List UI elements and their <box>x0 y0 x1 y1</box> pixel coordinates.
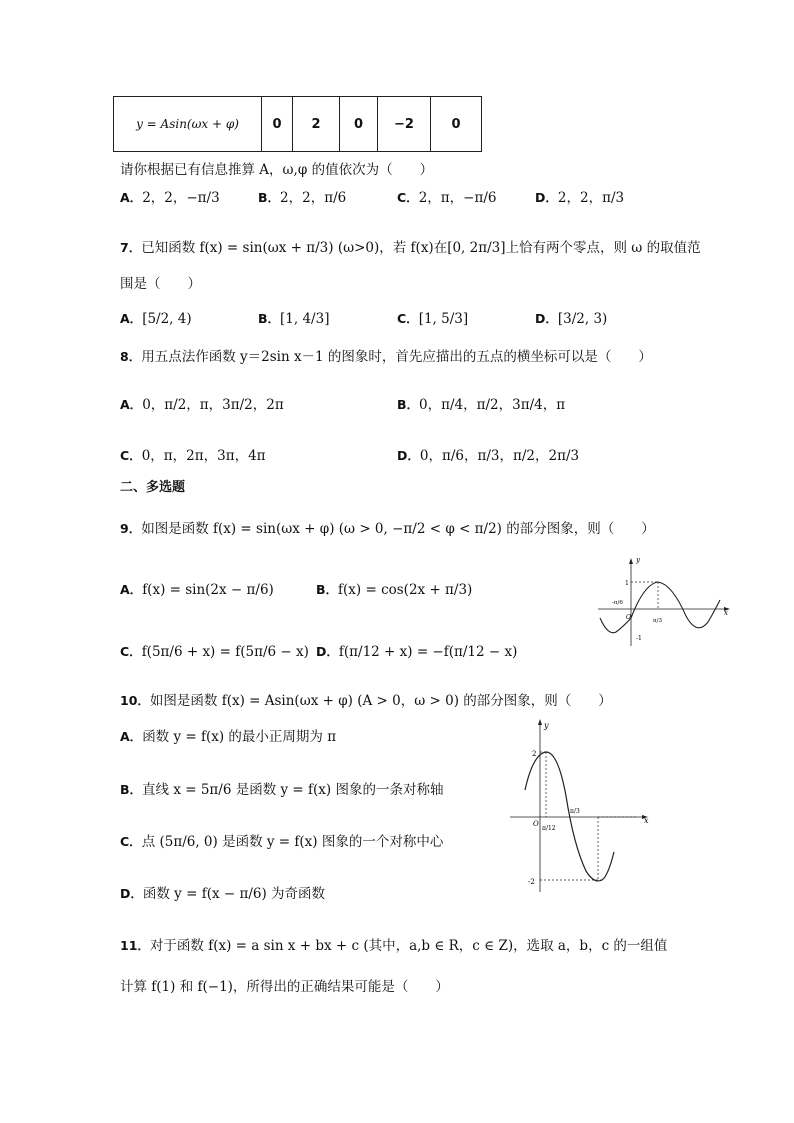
table-cell: 0 <box>431 97 482 152</box>
q9-option-c[interactable]: C．f(5π/6 + x) = f(5π/6 − x) <box>120 644 309 660</box>
table-cell: 0 <box>262 97 293 152</box>
q10-stem: 10．如图是函数 f(x) = Asin(ωx + φ) (A > 0，ω > 0) 的部分图象，则（ ） <box>120 693 612 709</box>
section-title: 二、多选题 <box>120 480 186 495</box>
q10-label-two: 2 <box>532 750 537 758</box>
table-row-label: y = Asin(ωx + φ) <box>114 97 262 152</box>
q11-stem-cont: 计算 f(1) 和 f(−1)，所得出的正确结果可能是（ ） <box>120 979 449 995</box>
q6-option-c[interactable]: C．2，π，−π/6 <box>397 190 497 206</box>
q8-option-c[interactable]: C．0，π，2π，3π，4π <box>120 448 266 464</box>
q9-label-pi3: π/3 <box>653 618 662 624</box>
q10-label-pi3: π/3 <box>570 808 580 815</box>
q10-option-c[interactable]: C．点 (5π/6, 0) 是函数 y = f(x) 图象的一个对称中心 <box>120 834 444 850</box>
q8-stem: 8．用五点法作函数 y＝2sin x－1 的图象时，首先应描出的五点的横坐标可以是（ ） <box>120 349 652 365</box>
q10-label-y: y <box>544 721 549 730</box>
q9-option-a[interactable]: A．f(x) = sin(2x − π/6) <box>120 582 274 598</box>
q10-label-pi12: π/12 <box>542 825 556 832</box>
q8-option-b[interactable]: B．0，π/4，π/2，3π/4，π <box>397 397 566 413</box>
q7-option-d[interactable]: D．[3/2, 3) <box>535 311 608 327</box>
q10-label-x: x <box>644 816 649 825</box>
q10-option-d[interactable]: D．函数 y = f(x − π/6) 为奇函数 <box>120 886 326 902</box>
q10-curve <box>525 752 614 881</box>
q9-label-neg-one: -1 <box>636 635 642 642</box>
q10-label-o: O <box>533 820 539 828</box>
q6-option-b-text: 2，2，π/6 <box>280 190 347 206</box>
q7-option-b[interactable]: B．[1, 4/3] <box>258 311 330 327</box>
q6-option-b[interactable]: B．2，2，π/6 <box>258 190 347 206</box>
q6-option-c-text: 2，π，−π/6 <box>418 190 497 206</box>
q9-stem: 9．如图是函数 f(x) = sin(ωx + φ) (ω > 0, −π/2 < φ < π/2) 的部分图象，则（ ） <box>120 521 655 537</box>
q9-label-y: y <box>636 556 640 564</box>
table-cell: 2 <box>293 97 340 152</box>
q9-label-neg-pi6: -π/6 <box>612 600 623 606</box>
q6-option-a-text: 2，2，−π/3 <box>142 190 220 206</box>
q10-sine-graph <box>508 716 654 896</box>
q10-label-neg-two: -2 <box>528 878 535 886</box>
q9-option-b[interactable]: B．f(x) = cos(2x + π/3) <box>316 582 473 598</box>
q11-stem: 11．对于函数 f(x) = a sin x + bx + c (其中，a,b ∈ R，c ∈ Z)，选取 a，b，c 的一组值 <box>120 938 668 954</box>
q9-curve <box>600 582 720 633</box>
q7-stem: 7．已知函数 f(x) = sin(ωx + π/3) (ω>0)，若 f(x)在[0, 2π/3]上恰有两个零点，则 ω 的取值范 <box>120 240 701 256</box>
q9-sine-graph <box>596 556 732 648</box>
q9-label-o: O <box>626 614 631 621</box>
q10-option-b[interactable]: B．直线 x = 5π/6 是函数 y = f(x) 图象的一条对称轴 <box>120 782 444 798</box>
q8-option-d[interactable]: D．0，π/6，π/3，π/2，2π/3 <box>397 448 580 464</box>
q7-stem-cont: 围是（ ） <box>120 276 201 292</box>
q9-label-one: 1 <box>625 580 629 587</box>
q10-y-arrow <box>538 719 542 725</box>
q9-label-x: x <box>724 609 728 617</box>
table-cell: −2 <box>378 97 431 152</box>
table-row <box>114 97 482 152</box>
q9-option-d[interactable]: D．f(π/12 + x) = −f(π/12 − x) <box>316 644 518 660</box>
q6-stem: 请你根据已有信息推算 A，ω,φ 的值依次为（ ） <box>120 162 434 178</box>
table-cell: 0 <box>340 97 378 152</box>
q10-option-a[interactable]: A．函数 y = f(x) 的最小正周期为 π <box>120 729 337 745</box>
q9-y-arrow <box>629 558 633 564</box>
q6-option-d[interactable]: D．2，2，π/3 <box>535 190 625 206</box>
q7-option-c[interactable]: C．[1, 5/3] <box>397 311 469 327</box>
q6-option-d-text: 2，2，π/3 <box>557 190 625 206</box>
q7-option-a[interactable]: A．[5/2, 4) <box>120 311 192 327</box>
value-table <box>113 96 482 152</box>
q6-option-a[interactable]: A．2，2，−π/3 <box>120 190 220 206</box>
q8-option-a[interactable]: A．0，π/2，π，3π/2，2π <box>120 397 284 413</box>
